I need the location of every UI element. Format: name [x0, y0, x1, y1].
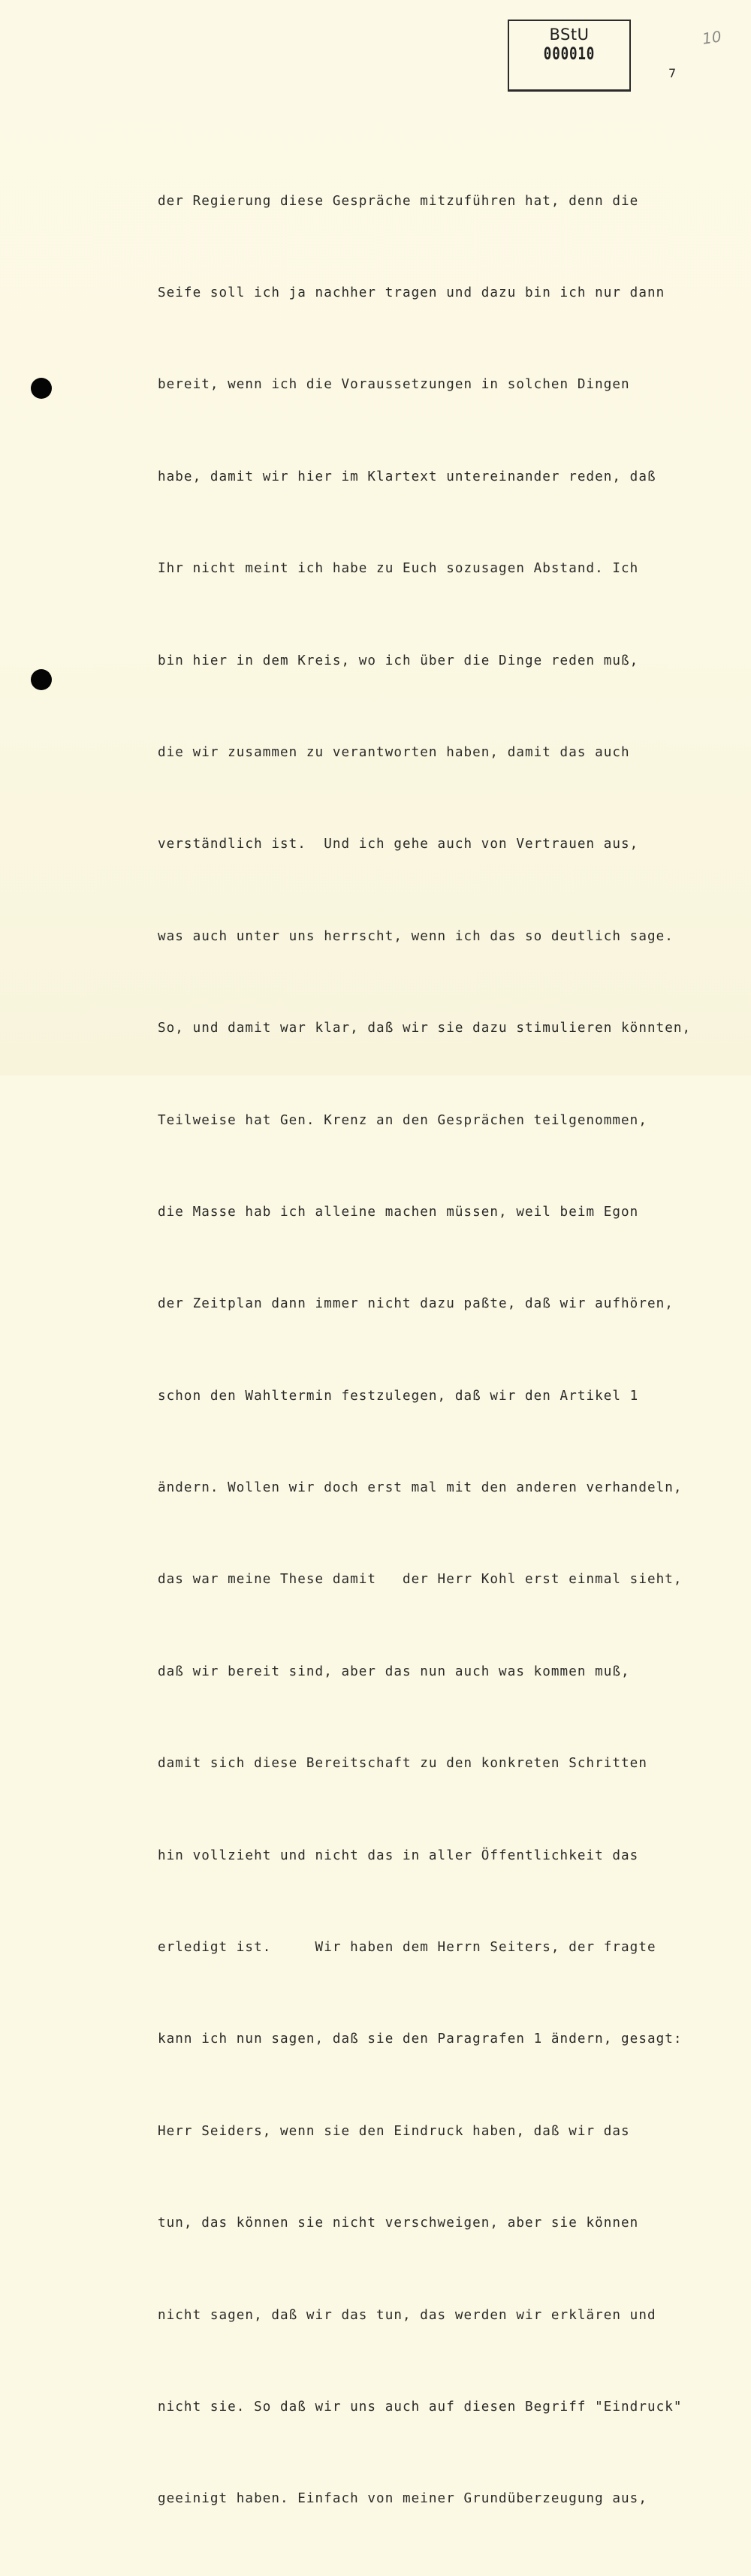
text-line: kann ich nun sagen, daß sie den Paragrafen 1 ändern, gesagt: — [158, 2032, 683, 2047]
text-line: verständlich ist. Und ich gehe auch von Vertrauen aus, — [158, 837, 639, 852]
text-line: erledigt ist. Wir haben dem Herrn Seiters, der fragte — [158, 1940, 656, 1956]
text-line: geeinigt haben. Einfach von meiner Grundüberzeugung aus, — [158, 2491, 647, 2507]
text-line: tun, das können sie nicht verschweigen, aber sie können — [158, 2216, 639, 2231]
text-line: Ihr nicht meint ich habe zu Euch sozusagen Abstand. Ich — [158, 561, 639, 577]
text-line: das war meine These damit der Herr Kohl erst einmal sieht, — [158, 1572, 683, 1588]
text-line: nicht sie. So daß wir uns auch auf diesen Begriff "Eindruck" — [158, 2399, 683, 2415]
text-line: habe, damit wir hier im Klartext untereinander reden, daß — [158, 469, 656, 484]
text-line: was auch unter uns herrscht, wenn ich das so deutlich sage. — [158, 928, 674, 944]
text-line: daß wir bereit sind, aber das nun auch was kommen muß, — [158, 1664, 630, 1679]
stamp-title: BStU — [549, 26, 590, 44]
text-line: Teilweise hat Gen. Krenz an den Gesprächen teilgenommen, — [158, 1112, 647, 1128]
text-line: bin hier in dem Kreis, wo ich über die Dinge reden muß, — [158, 653, 639, 668]
text-line: Seife soll ich ja nachher tragen und dazu bin ich nur dann — [158, 285, 665, 300]
text-line: Herr Seiders, wenn sie den Eindruck haben, daß wir das — [158, 2123, 630, 2139]
text-line: bereit, wenn ich die Voraussetzungen in solchen Dingen — [158, 377, 630, 393]
text-line: schon den Wahltermin festzulegen, daß wir den Artikel 1 — [158, 1388, 639, 1404]
punch-hole-icon — [31, 669, 52, 690]
text-line: ändern. Wollen wir doch erst mal mit den anderen verhandeln, — [158, 1480, 683, 1496]
text-line: die Masse hab ich alleine machen müssen, weil beim Egon — [158, 1204, 639, 1220]
text-line: hin vollzieht und nicht das in aller Öffentlichkeit das — [158, 1848, 639, 1863]
text-line: der Regierung diese Gespräche mitzuführen hat, denn die — [158, 193, 639, 209]
body-text — [158, 125, 728, 2576]
text-line: damit sich diese Bereitschaft zu den konkreten Schritten — [158, 1756, 647, 1772]
text-line: So, und damit war klar, daß wir sie dazu stimulieren könnten, — [158, 1021, 692, 1036]
text-line: nicht sagen, daß wir das tun, das werden wir erklären und — [158, 2307, 656, 2323]
text-line: der Zeitplan dann immer nicht dazu paßte, daß wir aufhören, — [158, 1296, 674, 1312]
handwritten-page-number: 10 — [701, 27, 722, 48]
text-line: die wir zusammen zu verantworten haben, damit das auch — [158, 744, 630, 760]
page-number: 7 — [668, 66, 677, 80]
punch-hole-icon — [31, 378, 52, 399]
archive-stamp — [508, 20, 631, 92]
stamp-number: 000010 — [543, 45, 596, 64]
